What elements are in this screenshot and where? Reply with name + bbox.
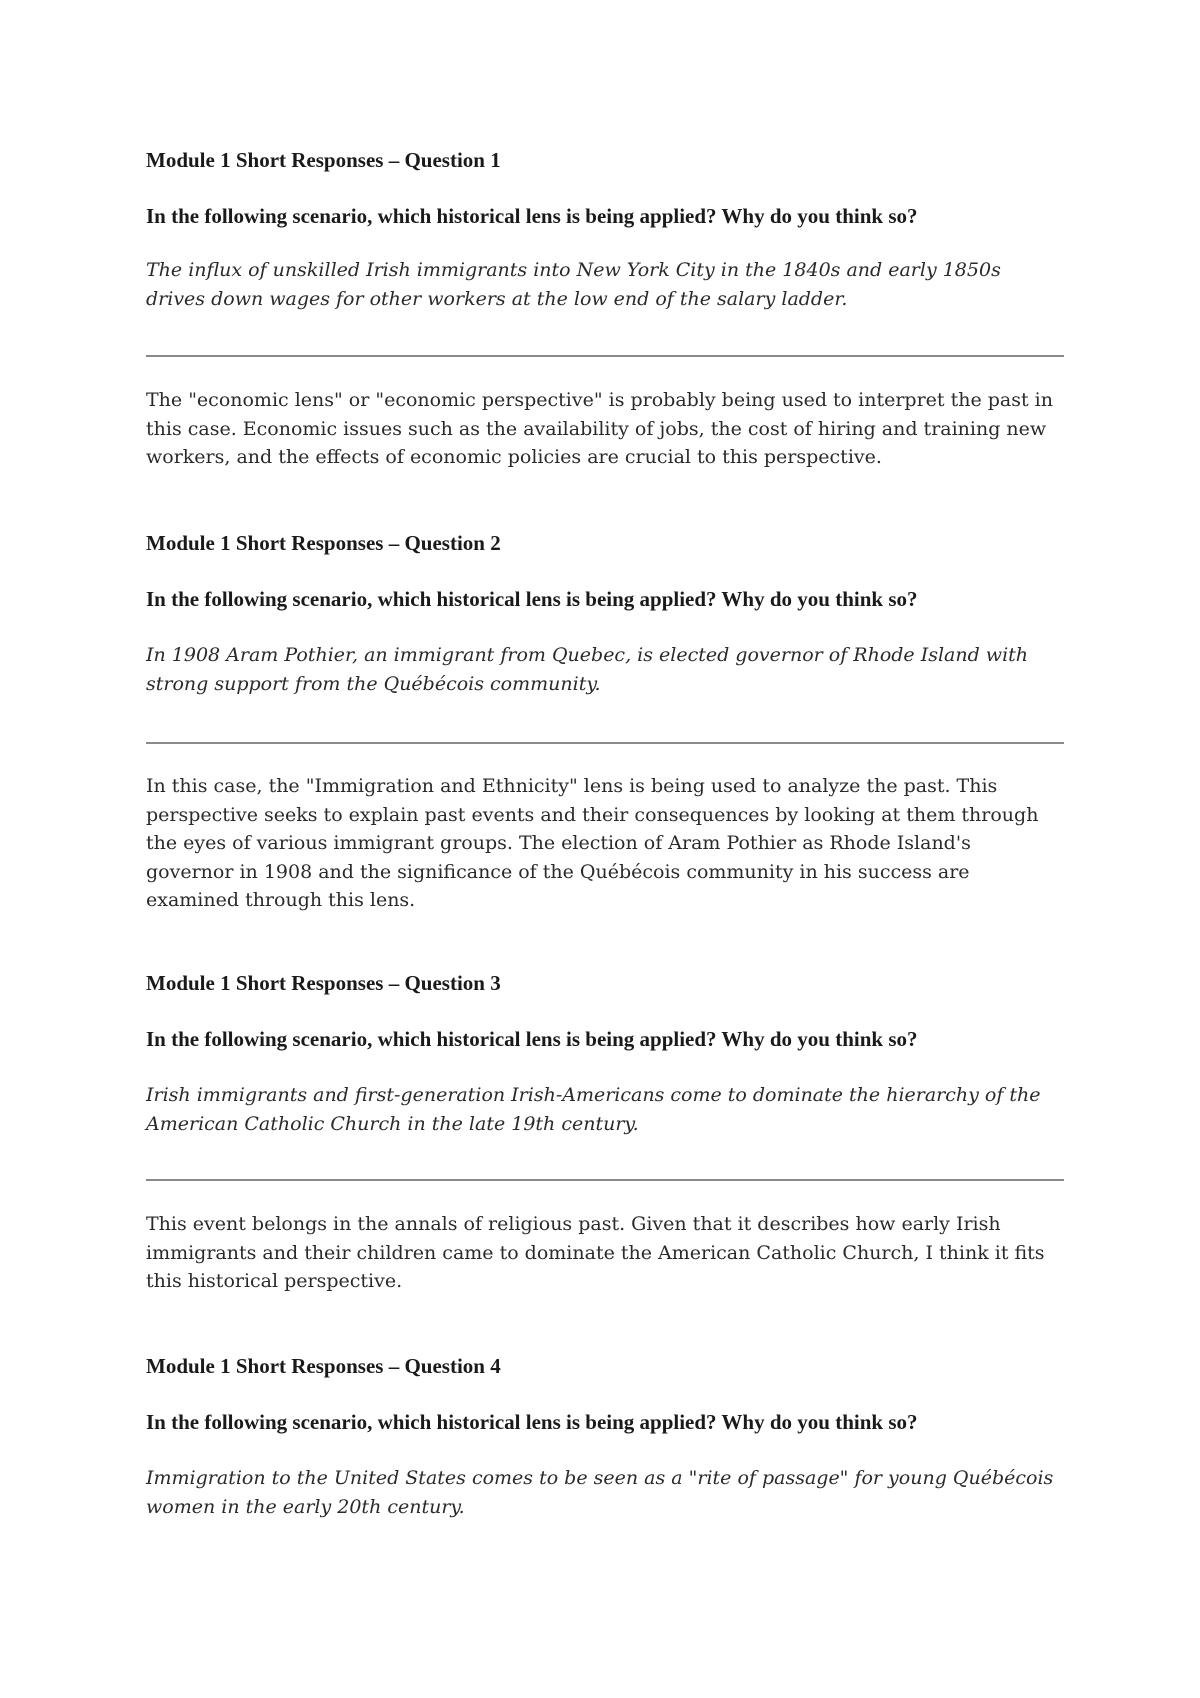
- question-1-answer-divider: [146, 355, 1064, 357]
- question-2-answer: In this case, the "Immigration and Ethnicity" lens is being used to analyze the past. This perspective seeks to explain past events and their consequences by looking at them through the eyes of various immigrant groups. The election of Aram Pothier as Rhode Island's governor in 1908 and the significance of the Québécois community in his success are examined through this lens.: [146, 775, 1039, 911]
- question-4-prompt: In the following scenario, which historical lens is being applied? Why do you think so?: [146, 1410, 918, 1434]
- question-4-heading: Module 1 Short Responses – Question 4: [146, 1354, 501, 1378]
- question-3-scenario: Irish immigrants and first-generation Irish-Americans come to dominate the hierarchy of the American Catholic Church in the late 19th century.: [146, 1084, 1041, 1135]
- question-3-answer-divider: [146, 1179, 1064, 1181]
- question-3-prompt: In the following scenario, which historical lens is being applied? Why do you think so?: [146, 1027, 918, 1051]
- question-2-heading: Module 1 Short Responses – Question 2: [146, 531, 501, 555]
- question-1-prompt: In the following scenario, which historical lens is being applied? Why do you think so?: [146, 204, 918, 228]
- question-2-answer-divider: [146, 742, 1064, 744]
- question-1-heading: Module 1 Short Responses – Question 1: [146, 148, 501, 172]
- question-4-scenario: Immigration to the United States comes to be seen as a "rite of passage" for young Québécois women in the early 20th century.: [146, 1467, 1054, 1518]
- question-2-scenario: In 1908 Aram Pothier, an immigrant from Quebec, is elected governor of Rhode Island with strong support from the Québécois community.: [146, 644, 1029, 695]
- question-1-answer: The "economic lens" or "economic perspective" is probably being used to interpret the past in this case. Economic issues such as the availability of jobs, the cost of hiring and training new workers, and the effects of economic policies are crucial to this perspective.: [146, 389, 1053, 468]
- question-2-prompt: In the following scenario, which historical lens is being applied? Why do you think so?: [146, 587, 918, 611]
- question-3-answer: This event belongs in the annals of religious past. Given that it describes how early Irish immigrants and their children came to dominate the American Catholic Church, I think it fits this historical perspective.: [146, 1213, 1045, 1292]
- question-3-heading: Module 1 Short Responses – Question 3: [146, 971, 501, 995]
- question-1-scenario: The influx of unskilled Irish immigrants into New York City in the 1840s and early 1850s drives down wages for other workers at the low end of the salary ladder.: [146, 259, 1001, 310]
